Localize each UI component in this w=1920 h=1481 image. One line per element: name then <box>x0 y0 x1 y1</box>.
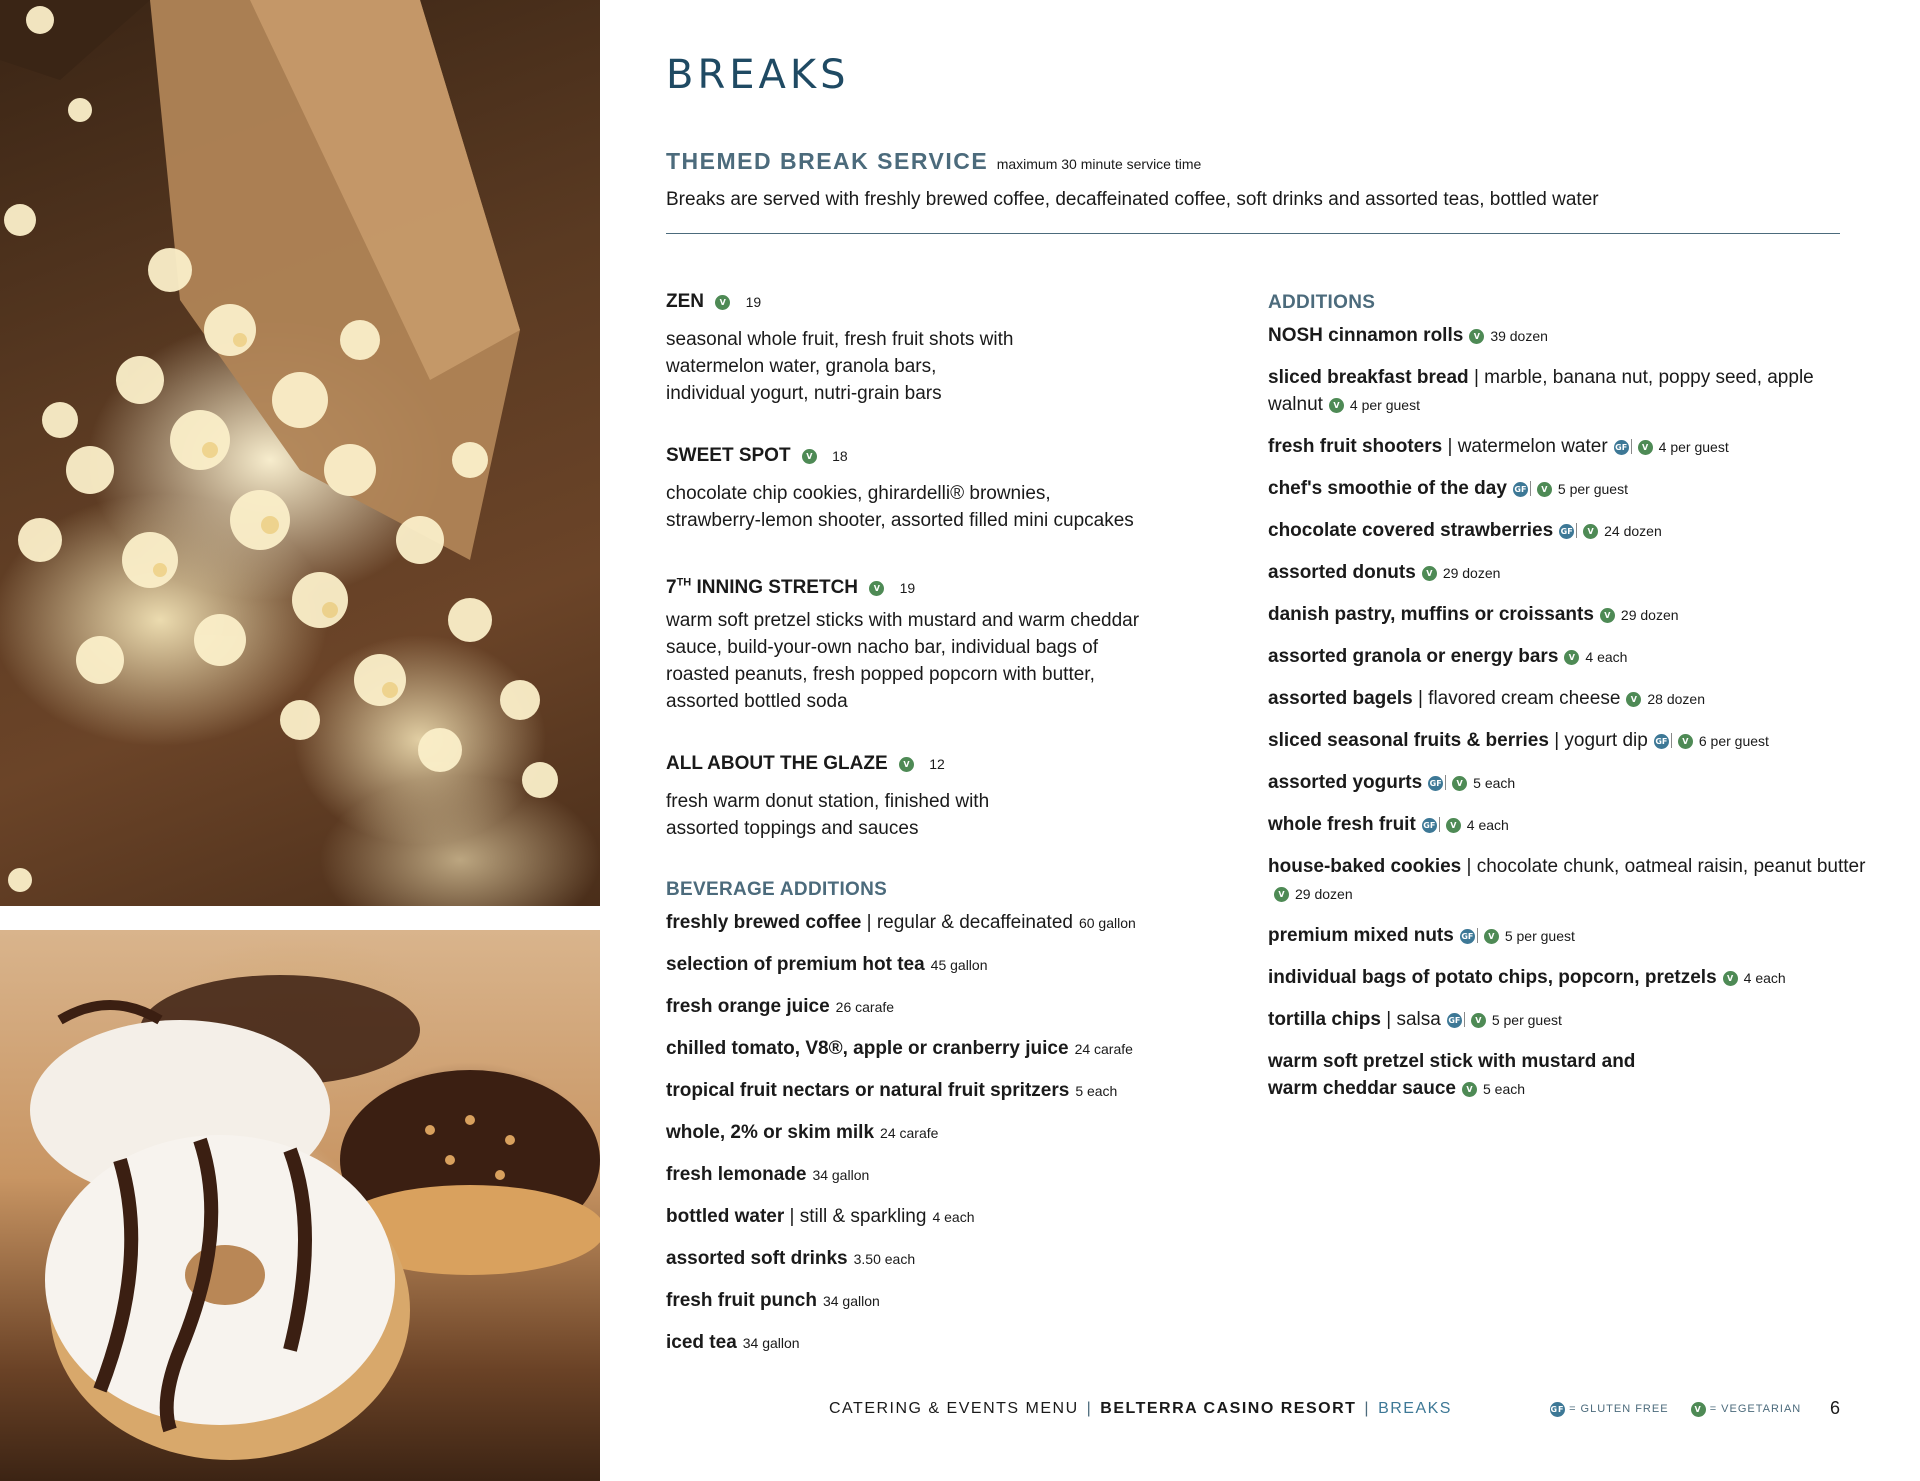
beverage-additions-title: BEVERAGE ADDITIONS <box>666 879 888 900</box>
popcorn-illustration <box>0 0 600 906</box>
menu-item: selection of premium hot tea 45 gallon <box>666 954 988 975</box>
donuts-illustration <box>0 930 600 1481</box>
package-price: 19 <box>899 580 916 597</box>
menu-item: danish pastry, muffins or croissants V 29 dozen <box>1268 604 1679 625</box>
gluten-free-icon: GF <box>1422 818 1437 833</box>
footer-brand: BELTERRA CASINO RESORT <box>1100 1400 1357 1417</box>
menu-item: NOSH cinnamon rolls V 39 dozen <box>1268 325 1548 346</box>
vegetarian-icon: V <box>869 581 884 596</box>
additions-title: ADDITIONS <box>1268 292 1376 313</box>
vegetarian-icon: V <box>1471 1013 1486 1028</box>
menu-item: assorted granola or energy bars V 4 each <box>1268 646 1628 667</box>
menu-item: freshly brewed coffee | regular & decaffeinated 60 gallon <box>666 912 1136 933</box>
package-description: warm soft pretzel sticks with mustard and warm cheddar sauce, build-your-own nacho bar, individual bags of roasted peanuts, fresh popped popcorn with butter, assorted bottled soda <box>666 610 1140 712</box>
footer-section: BREAKS <box>1378 1400 1452 1417</box>
themed-break-heading <box>666 148 1201 175</box>
vegetarian-icon: V <box>715 295 730 310</box>
package-description: chocolate chip cookies, ghirardelli® brownies, strawberry-lemon shooter, assorted filled mini cupcakes <box>666 483 1134 531</box>
vegetarian-icon: V <box>1723 971 1738 986</box>
menu-item: chocolate covered strawberries GF V 24 dozen <box>1268 520 1662 541</box>
menu-item: house-baked cookies | chocolate chunk, oatmeal raisin, peanut butterV 29 dozen <box>1268 856 1866 902</box>
menu-item: whole, 2% or skim milk 24 carafe <box>666 1122 939 1143</box>
package-zen <box>666 286 1226 407</box>
gluten-free-icon: GF <box>1614 440 1629 455</box>
themed-break-title: THEMED BREAK SERVICE <box>666 148 989 174</box>
menu-item: fresh lemonade 34 gallon <box>666 1164 870 1185</box>
legend-vegetarian: = VEGETARIAN <box>1709 1403 1802 1415</box>
menu-item: bottled water | still & sparkling 4 each <box>666 1206 975 1227</box>
package-sweet-spot <box>666 440 1226 534</box>
package-name: ZEN <box>666 291 704 312</box>
gluten-free-icon: GF <box>1447 1013 1462 1028</box>
menu-item: assorted bagels | flavored cream cheese V 28 dozen <box>1268 688 1705 709</box>
package-description: seasonal whole fruit, fresh fruit shots with watermelon water, granola bars, individual yogurt, nutri-grain bars <box>666 329 1014 404</box>
menu-item: assorted donuts V 29 dozen <box>1268 562 1501 583</box>
menu-item: tortilla chips | salsa GF V 5 per guest <box>1268 1009 1562 1030</box>
vegetarian-icon: V <box>1452 776 1467 791</box>
page-title: BREAKS <box>666 52 850 98</box>
menu-item: individual bags of potato chips, popcorn, pretzels V 4 each <box>1268 967 1786 988</box>
dietary-legend <box>1550 1402 1801 1417</box>
gluten-free-icon: GF <box>1428 776 1443 791</box>
package-price: 19 <box>745 294 762 310</box>
package-7th-inning-stretch <box>666 567 1226 715</box>
menu-item: fresh fruit shooters | watermelon water GF V 4 per guest <box>1268 436 1729 457</box>
footer: CATERING & EVENTS MENU | BELTERRA CASINO RESORT | BREAKS <box>829 1400 1452 1417</box>
package-heading <box>666 567 1226 599</box>
popcorn-photo <box>0 0 600 906</box>
vegetarian-icon: V <box>802 449 817 464</box>
vegetarian-icon: V <box>1600 608 1615 623</box>
vegetarian-icon: V <box>1446 818 1461 833</box>
page-number: 6 <box>1830 1398 1841 1418</box>
legend-gluten-free: = GLUTEN FREE <box>1569 1403 1669 1415</box>
menu-item: sliced seasonal fruits & berries | yogurt dip GF V 6 per guest <box>1268 730 1769 751</box>
package-heading <box>666 748 1226 780</box>
vegetarian-icon: V <box>1678 734 1693 749</box>
footer-menu-label: CATERING & EVENTS MENU <box>829 1400 1079 1417</box>
menu-item: assorted yogurts GF V 5 each <box>1268 772 1516 793</box>
menu-item: tropical fruit nectars or natural fruit spritzers 5 each <box>666 1080 1118 1101</box>
menu-item: whole fresh fruit GF V 4 each <box>1268 814 1509 835</box>
package-all-about-the-glaze <box>666 748 1226 842</box>
menu-item: fresh orange juice 26 carafe <box>666 996 895 1017</box>
package-description: fresh warm donut station, finished with assorted toppings and sauces <box>666 791 990 839</box>
menu-item: iced tea 34 gallon <box>666 1332 800 1353</box>
gluten-free-icon: GF <box>1513 482 1528 497</box>
gluten-free-icon: GF <box>1550 1402 1565 1417</box>
menu-item: assorted soft drinks 3.50 each <box>666 1248 916 1269</box>
menu-item: chilled tomato, V8®, apple or cranberry juice 24 carafe <box>666 1038 1133 1059</box>
vegetarian-icon: V <box>1638 440 1653 455</box>
package-heading <box>666 440 1226 472</box>
divider <box>666 233 1840 234</box>
package-name: ALL ABOUT THE GLAZE <box>666 753 888 774</box>
gluten-free-icon: GF <box>1460 929 1475 944</box>
vegetarian-icon: V <box>1329 398 1344 413</box>
intro-text: Breaks are served with freshly brewed coffee, decaffeinated coffee, soft drinks and assorted teas, bottled water <box>666 189 1599 210</box>
package-price: 18 <box>832 448 848 464</box>
menu-item: premium mixed nuts GF V 5 per guest <box>1268 925 1575 946</box>
left-column <box>666 286 1226 1371</box>
vegetarian-icon: V <box>1583 524 1598 539</box>
package-price: 12 <box>929 756 945 772</box>
menu-item: fresh fruit punch 34 gallon <box>666 1290 880 1311</box>
gluten-free-icon: GF <box>1559 524 1574 539</box>
vegetarian-icon: V <box>1626 692 1641 707</box>
donuts-photo <box>0 930 600 1481</box>
service-time-note: maximum 30 minute service time <box>996 156 1202 172</box>
right-column <box>1268 288 1868 1117</box>
package-heading <box>666 286 1226 318</box>
vegetarian-icon: V <box>1484 929 1499 944</box>
vegetarian-icon: V <box>1564 650 1579 665</box>
package-name: SWEET SPOT <box>666 445 791 466</box>
vegetarian-icon: V <box>899 757 914 772</box>
vegetarian-icon: V <box>1274 887 1289 902</box>
menu-item: warm soft pretzel stick with mustard and warm cheddar sauce V 5 each <box>1268 1051 1636 1099</box>
vegetarian-icon: V <box>1462 1082 1477 1097</box>
vegetarian-icon: V <box>1537 482 1552 497</box>
package-name: 7TH INNING STRETCH <box>666 577 859 599</box>
menu-item: sliced breakfast bread | marble, banana nut, poppy seed, apple walnut V 4 per guest <box>1268 367 1814 415</box>
vegetarian-icon: V <box>1691 1402 1706 1417</box>
menu-item: chef's smoothie of the day GF V 5 per guest <box>1268 478 1628 499</box>
vegetarian-icon: V <box>1469 329 1484 344</box>
vegetarian-icon: V <box>1422 566 1437 581</box>
gluten-free-icon: GF <box>1654 734 1669 749</box>
